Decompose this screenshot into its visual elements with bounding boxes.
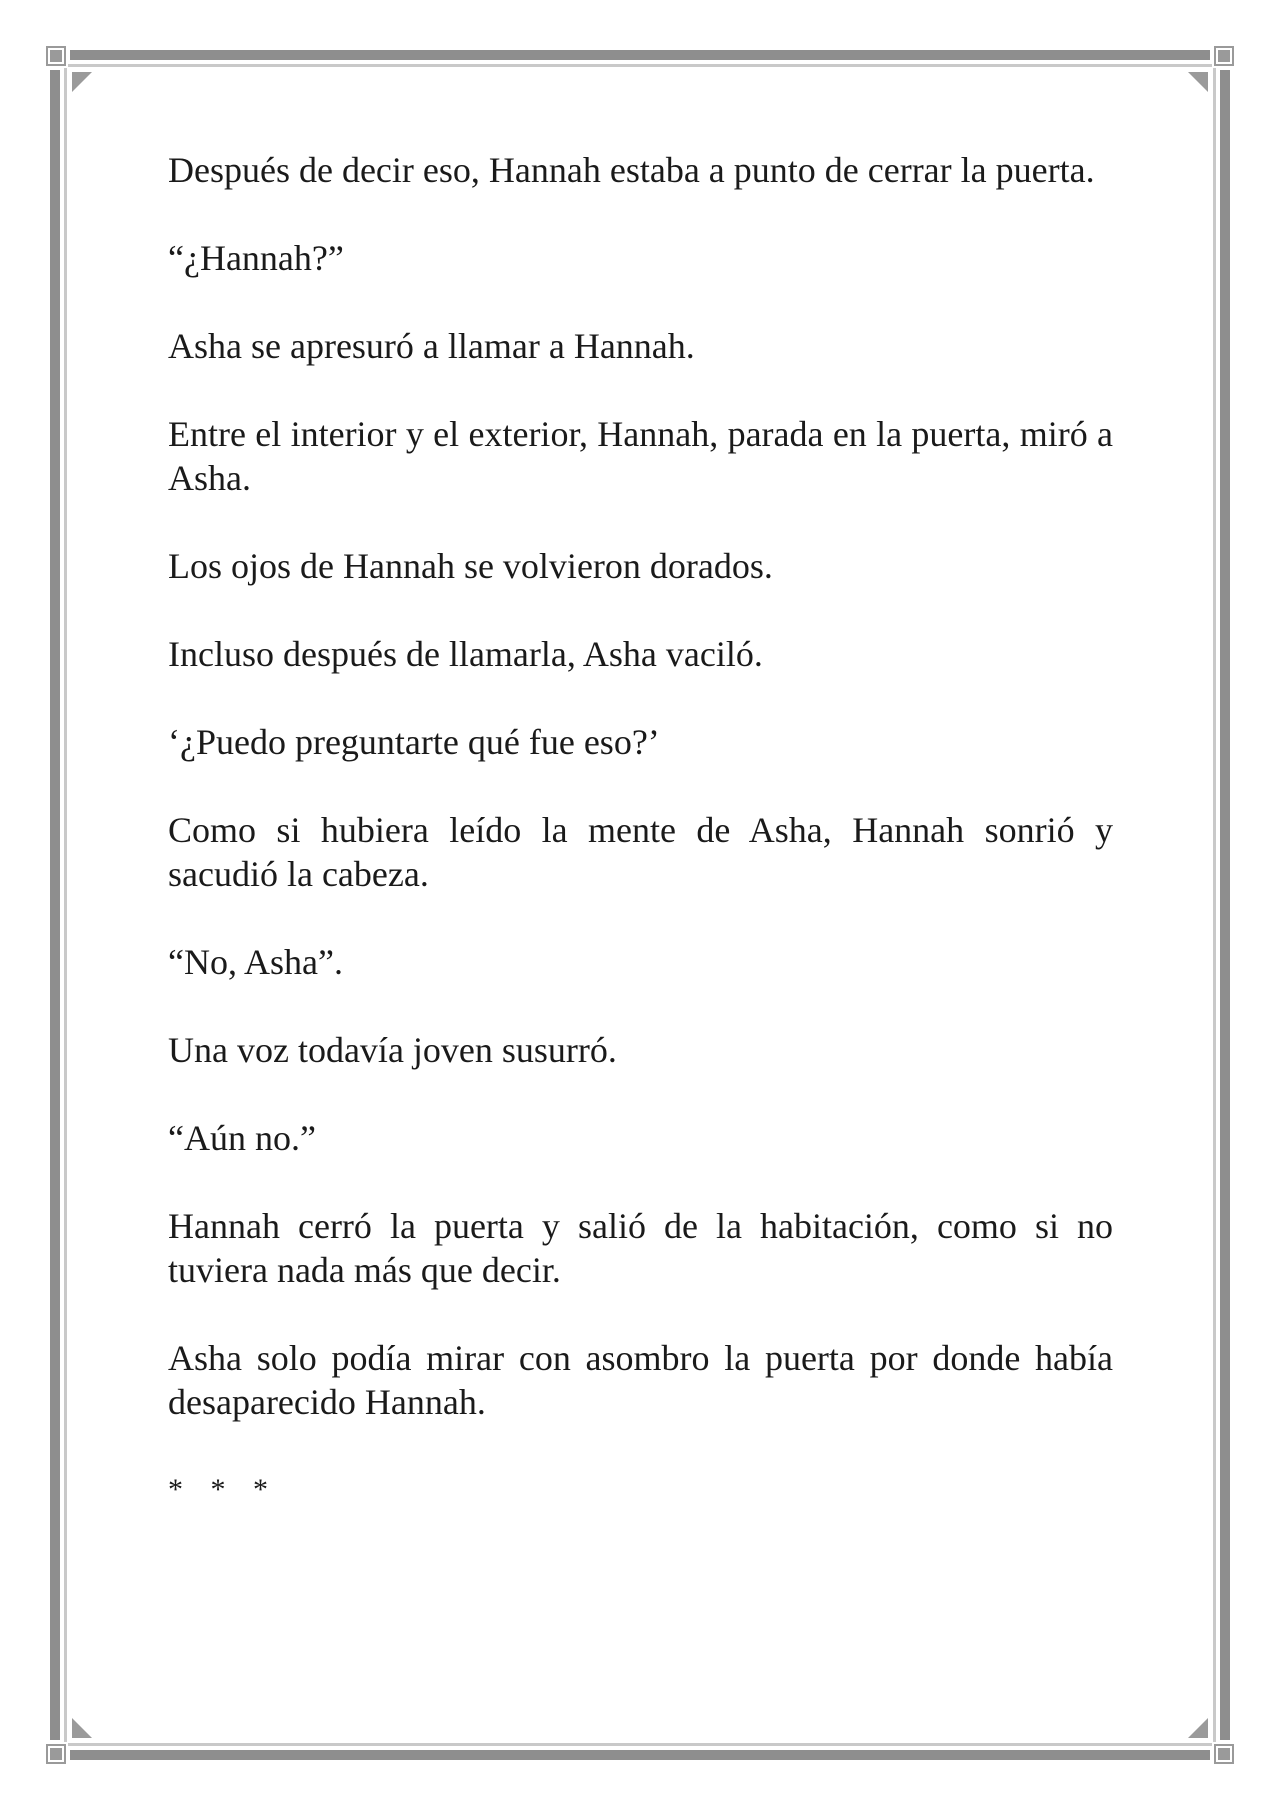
corner-knob-bottom-right: [1216, 1746, 1232, 1762]
corner-knob-top-left: [48, 48, 64, 64]
border-left: [50, 70, 60, 1740]
scene-break: * * *: [168, 1473, 278, 1506]
paragraph: Después de decir eso, Hannah estaba a punto de cerrar la puerta.: [168, 150, 1095, 190]
paragraph: Asha se apresuró a llamar a Hannah.: [168, 326, 695, 366]
thought-paragraph: ‘¿Puedo preguntarte qué fue eso?’: [168, 722, 660, 762]
dialogue-paragraph: “¿Hannah?”: [168, 238, 344, 278]
paragraph: Como si hubiera leído la mente de Asha, Hannah sonrió y sacudió la cabeza.: [168, 810, 1113, 894]
corner-knob-bottom-left: [48, 1746, 64, 1762]
dialogue-paragraph: “Aún no.”: [168, 1118, 316, 1158]
paragraph: Hannah cerró la puerta y salió de la habitación, como si no tuviera nada más que decir.: [168, 1206, 1113, 1290]
corner-ornament-bottom-right: [1188, 1718, 1208, 1738]
paragraph: Asha solo podía mirar con asombro la puerta por donde había desaparecido Hannah.: [168, 1338, 1113, 1422]
paragraph: Una voz todavía joven susurró.: [168, 1030, 617, 1070]
corner-knob-top-right: [1216, 48, 1232, 64]
story-text: [168, 148, 1113, 1512]
paragraph: Entre el interior y el exterior, Hannah, parada en la puerta, miró a Asha.: [168, 414, 1113, 498]
border-top: [70, 50, 1210, 60]
border-inner-right: [1213, 68, 1216, 1742]
border-right: [1220, 70, 1230, 1740]
border-inner-left: [64, 68, 67, 1742]
corner-ornament-top-right: [1188, 72, 1208, 92]
dialogue-paragraph: “No, Asha”.: [168, 942, 343, 982]
paragraph: Los ojos de Hannah se volvieron dorados.: [168, 546, 773, 586]
border-inner-top: [68, 64, 1212, 67]
corner-ornament-top-left: [72, 72, 92, 92]
border-bottom: [70, 1750, 1210, 1760]
paragraph: Incluso después de llamarla, Asha vaciló.: [168, 634, 763, 674]
border-inner-bottom: [68, 1743, 1212, 1746]
corner-ornament-bottom-left: [72, 1718, 92, 1738]
